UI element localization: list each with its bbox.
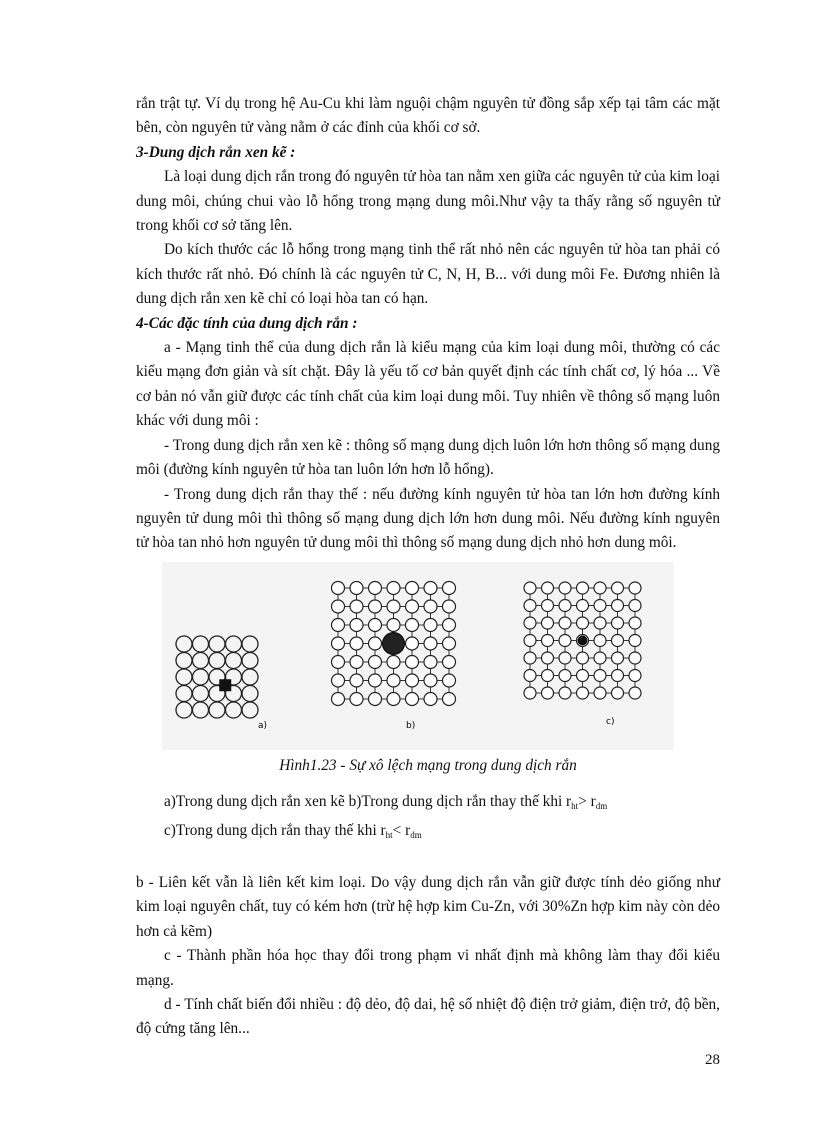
lattice-atom	[193, 636, 209, 652]
lattice-atom	[424, 692, 437, 705]
lattice-atom	[424, 637, 437, 650]
lattice-atom	[369, 600, 382, 613]
lattice-atom	[332, 674, 345, 687]
lattice-atom	[332, 600, 345, 613]
lattice-atom	[443, 600, 456, 613]
lattice-atom	[350, 637, 363, 650]
paragraph-property-a: a - Mạng tinh thể của dung dịch rắn là kiểu mạng của kim loại dung môi, thường có các kiểu mạng đơn giản và sít chặt. Đây là yếu tố cơ bản quyết định các tính chất cơ, lý hóa ... Về cơ bản nó vẫn giữ được các tính chất của kim loại dung môi. Tuy nhiên về thông số mạng luôn khác với dung môi :	[136, 339, 720, 430]
lattice-atom	[369, 581, 382, 594]
lattice-atom	[209, 652, 225, 668]
lattice-atom	[209, 702, 225, 718]
lattice-atom	[176, 652, 192, 668]
paragraph-property-d: d - Tính chất biến đổi nhiều : độ dẻo, độ dai, hệ số nhiệt độ điện trở giảm, điện trở, độ bền, độ cứng tăng lên...	[136, 995, 720, 1038]
lattice-atom	[629, 652, 641, 664]
lattice-atom	[594, 669, 606, 681]
lattice-atom	[542, 617, 554, 629]
lattice-atom	[406, 581, 419, 594]
paragraph-interstitial-def: Là loại dung dịch rắn trong đó nguyên tử hòa tan nằm xen giữa các nguyên tử của kim loại dung môi, chúng chui vào lỗ hổng trong mạng dung môi.Như vậy ta thấy rằng số nguyên tử trong khối cơ sở tăng lên.	[136, 168, 720, 235]
lattice-atom	[524, 617, 536, 629]
solute-atom-large	[383, 632, 405, 654]
paragraph-hole-size: Do kích thước các lỗ hổng trong mạng tinh thể rất nhỏ nên các nguyên tử hòa tan phải có kích thước rất nhỏ. Đó chính là các nguyên tử C, N, H, B... với dung môi Fe. Đương nhiên là dung dịch rắn xen kẽ chỉ có loại hòa tan có hạn.	[136, 241, 720, 308]
lattice-atom	[193, 652, 209, 668]
lattice-atom	[443, 655, 456, 668]
lattice-atom	[226, 636, 242, 652]
lattice-atom	[559, 669, 571, 681]
lattice-atom	[443, 581, 456, 594]
lattice-atom	[176, 669, 192, 685]
lattice-atom	[350, 581, 363, 594]
lattice-c	[524, 582, 641, 699]
lattice-atom	[542, 687, 554, 699]
paragraph-au-cu: rắn trật tự. Ví dụ trong hệ Au-Cu khi làm nguội chậm nguyên tử đồng sắp xếp tại tâm các mặt bên, còn nguyên tử vàng nằm ở các đỉnh của khối cơ sở.	[136, 95, 720, 137]
lattice-atom	[350, 674, 363, 687]
lattice-a	[176, 636, 258, 718]
lattice-atom	[577, 582, 589, 594]
lattice-atom	[612, 599, 624, 611]
lattice-b	[332, 581, 456, 705]
lattice-atom	[332, 637, 345, 650]
lattice-atom	[629, 687, 641, 699]
page-body	[136, 92, 720, 1042]
lattice-atom	[332, 581, 345, 594]
lattice-diagram	[162, 562, 674, 750]
lattice-atom	[594, 617, 606, 629]
lattice-atom	[406, 637, 419, 650]
lattice-atom	[443, 674, 456, 687]
heading-interstitial-solution: 3-Dung dịch rắn xen kẽ :	[136, 143, 296, 161]
figure-label-a: a)	[258, 720, 268, 731]
lattice-atom	[542, 669, 554, 681]
lattice-atom	[577, 669, 589, 681]
lattice-atom	[559, 687, 571, 699]
lattice-atom	[612, 669, 624, 681]
lattice-atom	[387, 600, 400, 613]
lattice-atom	[594, 634, 606, 646]
lattice-atom	[242, 652, 258, 668]
lattice-atom	[369, 655, 382, 668]
lattice-atom	[612, 634, 624, 646]
lattice-atom	[424, 581, 437, 594]
interstitial-atom	[219, 679, 231, 691]
lattice-figure	[162, 562, 674, 750]
lattice-atom	[443, 692, 456, 705]
lattice-atom	[559, 652, 571, 664]
lattice-atom	[559, 617, 571, 629]
lattice-atom	[577, 617, 589, 629]
lattice-atom	[559, 599, 571, 611]
lattice-atom	[524, 687, 536, 699]
lattice-atom	[629, 634, 641, 646]
lattice-atom	[350, 692, 363, 705]
lattice-atom	[443, 637, 456, 650]
lattice-atom	[524, 652, 536, 664]
lattice-atom	[406, 600, 419, 613]
lattice-atom	[387, 618, 400, 631]
lattice-atom	[193, 702, 209, 718]
lattice-atom	[629, 669, 641, 681]
paragraph-property-c: c - Thành phần hóa học thay đổi trong phạm vi nhất định mà không làm thay đổi kiểu mạng.	[136, 947, 720, 989]
lattice-atom	[242, 702, 258, 718]
lattice-atom	[612, 687, 624, 699]
lattice-atom	[209, 636, 225, 652]
figure-legend-line-2: c)Trong dung dịch rắn thay thế khi $r_{ht}< r_{dm}$	[164, 821, 422, 840]
lattice-atom	[443, 618, 456, 631]
lattice-atom	[612, 652, 624, 664]
lattice-atom	[559, 582, 571, 594]
lattice-atom	[350, 618, 363, 631]
lattice-atom	[594, 687, 606, 699]
lattice-atom	[594, 652, 606, 664]
lattice-atom	[594, 599, 606, 611]
lattice-atom	[226, 652, 242, 668]
lattice-atom	[332, 692, 345, 705]
lattice-atom	[387, 692, 400, 705]
lattice-atom	[406, 618, 419, 631]
lattice-atom	[424, 674, 437, 687]
heading-properties: 4-Các đặc tính của dung dịch rắn :	[136, 314, 358, 332]
lattice-atom	[577, 599, 589, 611]
lattice-atom	[176, 685, 192, 701]
lattice-atom	[629, 582, 641, 594]
lattice-atom	[629, 599, 641, 611]
lattice-atom	[406, 674, 419, 687]
lattice-atom	[193, 669, 209, 685]
lattice-atom	[332, 655, 345, 668]
lattice-atom	[369, 692, 382, 705]
solute-atom-small	[578, 635, 588, 645]
paragraph-substitution-param: - Trong dung dịch rắn thay thế : nếu đường kính nguyên tử hòa tan lớn hơn đường kính nguyên tử dung môi thì thông số mạng dung dịch lớn hơn dung môi. Nếu đường kính nguyên tử hòa tan nhỏ hơn nguyên tử dung môi thì thông số mạng dung dịch nhỏ hơn dung môi.	[136, 485, 720, 552]
figure-caption: Hình1.23 - Sự xô lệch mạng trong dung dịch rắn	[279, 756, 577, 774]
paragraph-interstitial-param: - Trong dung dịch rắn xen kẽ : thông số mạng dung dịch luôn lớn hơn thông số mạng dung môi (đường kính nguyên tử hòa tan luôn lớn hơn lỗ hổng).	[136, 436, 720, 479]
lattice-atom	[524, 669, 536, 681]
lattice-atom	[226, 702, 242, 718]
lattice-atom	[369, 674, 382, 687]
lattice-atom	[424, 655, 437, 668]
lattice-atom	[612, 617, 624, 629]
lattice-atom	[242, 669, 258, 685]
lattice-atom	[242, 636, 258, 652]
lattice-atom	[542, 582, 554, 594]
lattice-atom	[406, 655, 419, 668]
lattice-atom	[629, 617, 641, 629]
lattice-atom	[406, 692, 419, 705]
lattice-atom	[594, 582, 606, 594]
lattice-atom	[524, 582, 536, 594]
figure-label-b: b)	[406, 720, 416, 731]
lattice-atom	[176, 636, 192, 652]
lattice-atom	[387, 581, 400, 594]
lattice-atom	[424, 600, 437, 613]
lattice-atom	[542, 652, 554, 664]
lattice-atom	[577, 652, 589, 664]
lattice-atom	[242, 685, 258, 701]
lattice-atom	[350, 600, 363, 613]
lattice-atom	[542, 634, 554, 646]
lattice-atom	[559, 634, 571, 646]
lattice-atom	[332, 618, 345, 631]
lattice-atom	[176, 702, 192, 718]
figure-label-c: c)	[606, 716, 615, 727]
lattice-atom	[369, 618, 382, 631]
lattice-atom	[612, 582, 624, 594]
lattice-atom	[350, 655, 363, 668]
lattice-atom	[424, 618, 437, 631]
lattice-atom	[524, 634, 536, 646]
lattice-atom	[193, 685, 209, 701]
lattice-atom	[387, 674, 400, 687]
lattice-atom	[369, 637, 382, 650]
figure-legend-line-1: a)Trong dung dịch rắn xen kẽ b)Trong dung dịch rắn thay thế khi $r_{ht}> r_{dm}$	[164, 793, 608, 812]
page-number: 28	[705, 1052, 720, 1068]
lattice-atom	[577, 687, 589, 699]
lattice-atom	[524, 599, 536, 611]
lattice-atom	[387, 655, 400, 668]
paragraph-property-b: b - Liên kết vẫn là liên kết kim loại. Do vậy dung dịch rắn vẫn giữ được tính dẻo giống như kim loại nguyên chất, tuy có kém hơn (trừ hệ hợp kim Cu-Zn, với 30%Zn hợp kim này còn dẻo hơn cả kẽm)	[136, 873, 721, 940]
lattice-atom	[542, 599, 554, 611]
